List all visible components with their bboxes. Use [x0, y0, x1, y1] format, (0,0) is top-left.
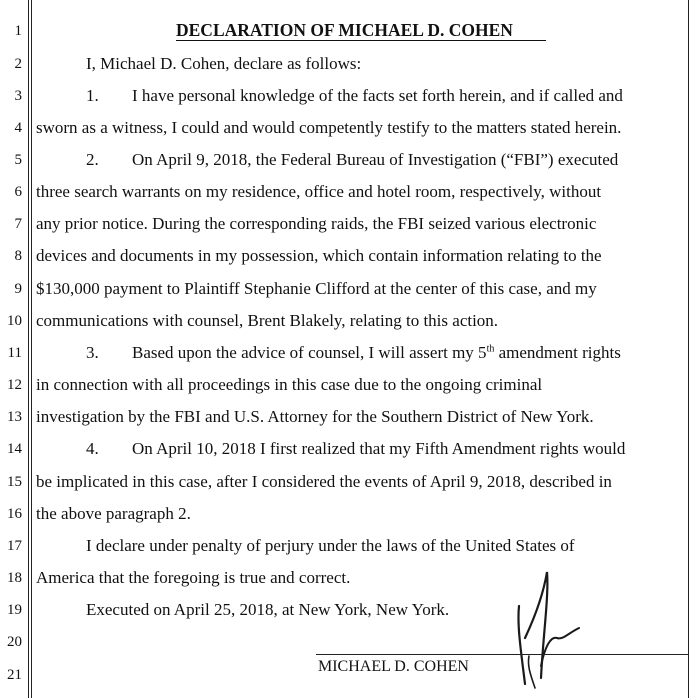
line-number: 15 — [7, 474, 22, 490]
handwritten-signature — [505, 566, 595, 691]
line-number: 9 — [14, 281, 22, 297]
paragraph-2-line: devices and documents in my possession, which contain information relating to the — [36, 246, 602, 265]
line-number: 2 — [14, 56, 22, 72]
signatory-name: MICHAEL D. COHEN — [318, 658, 469, 675]
line-number: 20 — [7, 634, 22, 650]
paragraph-2-line: $130,000 payment to Plaintiff Stephanie Clifford at the center of this case, and my — [36, 279, 597, 298]
paragraph-text: Based upon the advice of counsel, I will assert my 5 — [132, 343, 487, 362]
paragraph-3-line: in connection with all proceedings in this case due to the ongoing criminal — [36, 375, 543, 394]
line-number: 4 — [14, 120, 22, 136]
paragraph-text: I have personal knowledge of the facts set forth herein, and if called and — [132, 86, 623, 105]
paragraph-1-line: sworn as a witness, I could and would competently testify to the matters stated herein. — [36, 118, 622, 137]
line-number: 3 — [14, 88, 22, 104]
paragraph-2-line: communications with counsel, Brent Blakely, relating to this action. — [36, 311, 499, 330]
line-number: 21 — [7, 667, 22, 683]
line-number: 14 — [7, 441, 22, 457]
line-number: 6 — [14, 184, 22, 200]
paragraph-number: 2. — [86, 150, 99, 169]
line-number: 5 — [14, 152, 22, 168]
paragraph-text: On April 10, 2018 I first realized that my Fifth Amendment rights would — [132, 439, 626, 458]
line-number: 7 — [14, 216, 22, 232]
line-number: 18 — [7, 570, 22, 586]
line-number: 1 — [14, 23, 22, 39]
line-number: 16 — [7, 506, 22, 522]
line-number: 11 — [7, 345, 22, 361]
paragraph-1-line — [36, 86, 700, 106]
paragraph-4-line: be implicated in this case, after I considered the events of April 9, 2018, described in — [36, 472, 612, 491]
paragraph-text: On April 9, 2018, the Federal Bureau of Investigation (“FBI”) executed — [132, 150, 619, 169]
paragraph-text: amendment rights — [494, 343, 621, 362]
perjury-statement-line: I declare under penalty of perjury under the laws of the United States of — [86, 536, 575, 555]
line-number: 10 — [7, 313, 22, 329]
paragraph-2-line — [36, 150, 700, 170]
left-margin-rule-inner — [31, 0, 32, 698]
line-number: 13 — [7, 409, 22, 425]
paragraph-4-line: the above paragraph 2. — [36, 504, 191, 523]
declaration-intro: I, Michael D. Cohen, declare as follows: — [86, 54, 362, 73]
paragraph-number: 1. — [86, 86, 99, 105]
line-number: 8 — [14, 248, 22, 264]
perjury-statement-line: America that the foregoing is true and correct. — [36, 568, 351, 587]
paragraph-3-line: investigation by the FBI and U.S. Attorney for the Southern District of New York. — [36, 407, 594, 426]
left-margin-rule — [28, 0, 29, 698]
paragraph-3-line — [36, 343, 700, 363]
paragraph-number: 4. — [86, 439, 99, 458]
line-number: 19 — [7, 602, 22, 618]
line-number: 17 — [7, 538, 22, 554]
line-number: 12 — [7, 377, 22, 393]
paragraph-4-line — [36, 439, 700, 459]
paragraph-number: 3. — [86, 343, 99, 362]
paragraph-2-line: any prior notice. During the corresponding raids, the FBI seized various electronic — [36, 214, 597, 233]
paragraph-2-line: three search warrants on my residence, office and hotel room, respectively, without — [36, 182, 602, 201]
document-title: DECLARATION OF MICHAEL D. COHEN — [176, 21, 546, 41]
execution-statement: Executed on April 25, 2018, at New York, New York. — [86, 600, 450, 619]
signature-line — [316, 654, 688, 655]
superscript: th — [486, 343, 495, 355]
